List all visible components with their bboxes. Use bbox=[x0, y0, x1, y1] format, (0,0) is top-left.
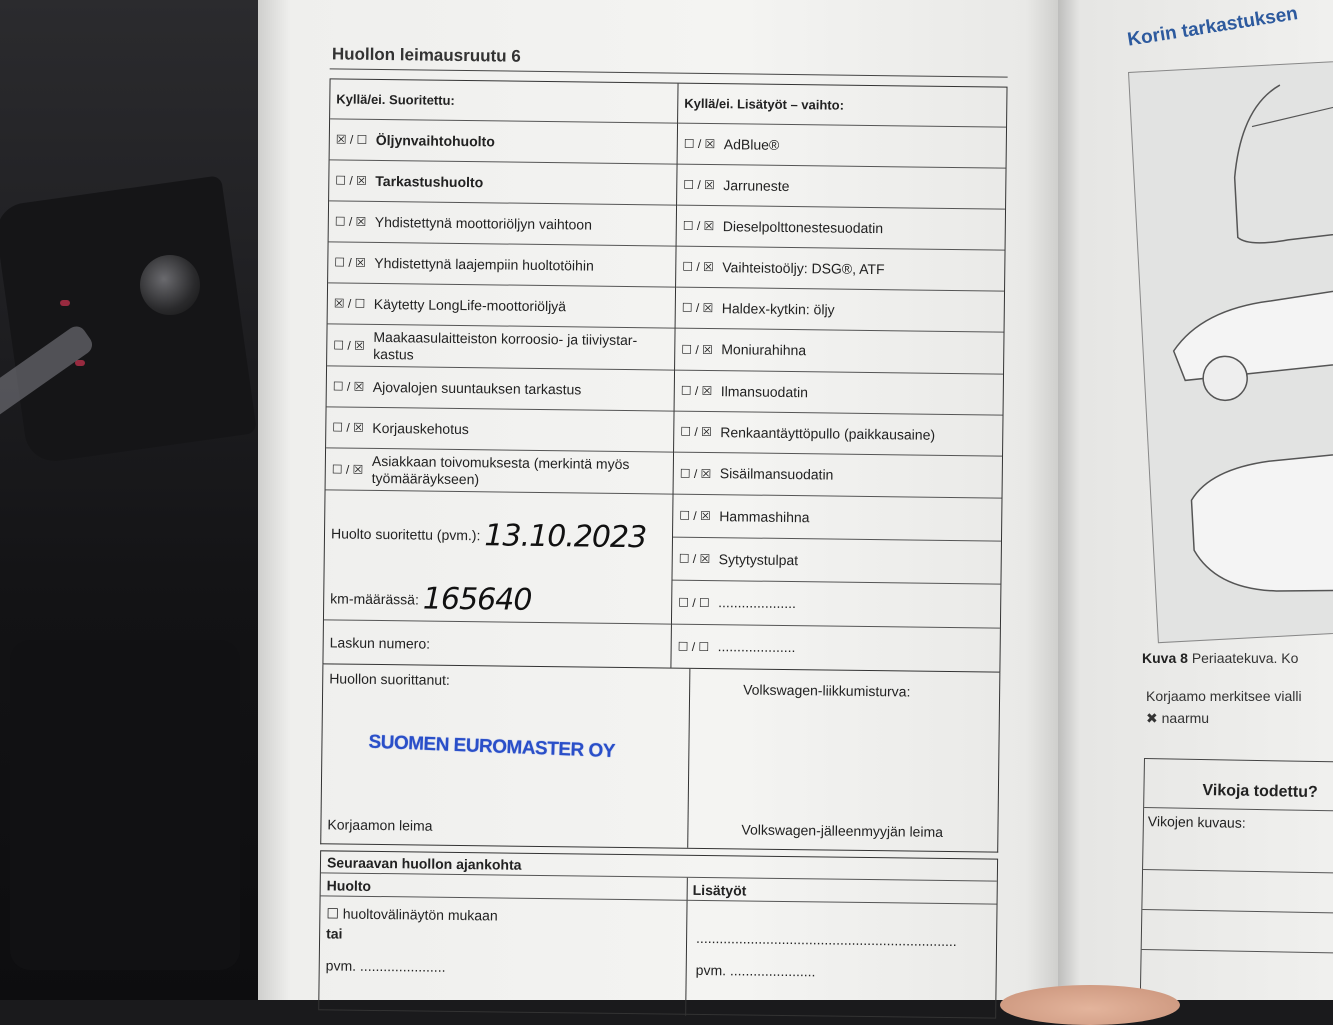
divider bbox=[1142, 909, 1333, 914]
header-performed: Kyllä/ei. Suoritettu: bbox=[330, 79, 677, 123]
yes-no-checkbox[interactable]: ☐ / ☒ bbox=[680, 424, 712, 440]
indicator-light bbox=[75, 360, 85, 366]
right-row bbox=[673, 495, 1002, 542]
left-row bbox=[326, 448, 673, 494]
column-divider bbox=[685, 878, 688, 1016]
right-row-label: Sytytystulpat bbox=[718, 550, 799, 568]
service-date-value[interactable]: 13.10.2023 bbox=[484, 517, 647, 555]
yes-no-checkbox[interactable]: ☐ / ☒ bbox=[683, 177, 715, 193]
yes-no-checkbox[interactable]: ☐ / ☒ bbox=[682, 259, 714, 275]
right-row-label: Moniurahihna bbox=[721, 341, 807, 359]
yes-no-checkbox[interactable]: ☐ / ☒ bbox=[679, 508, 711, 524]
stamp-section bbox=[320, 664, 1000, 852]
right-row bbox=[678, 124, 1006, 169]
mirror-adjust-knob bbox=[140, 255, 200, 315]
next-service-col-service: Huolto bbox=[326, 877, 372, 894]
divider bbox=[321, 895, 997, 904]
right-row-label: Hammashihna bbox=[719, 507, 810, 525]
yes-no-checkbox[interactable]: ☐ / ☒ bbox=[332, 379, 365, 394]
right-row-label: Renkaantäyttöpullo (paikkausaine) bbox=[720, 423, 936, 443]
divider bbox=[1142, 949, 1333, 954]
yes-no-checkbox[interactable]: ☐ / ☒ bbox=[681, 342, 713, 357]
divider bbox=[1144, 807, 1333, 812]
yes-no-checkbox[interactable]: ☐ / ☒ bbox=[335, 173, 367, 188]
left-row-label: Tarkastushuolto bbox=[375, 172, 484, 190]
yes-no-checkbox[interactable]: ☐ / ☒ bbox=[332, 420, 364, 435]
next-service-date-right[interactable]: pvm. ...................... bbox=[695, 961, 816, 980]
right-row-label: Ilmansuodatin bbox=[720, 382, 809, 400]
yes-no-checkbox[interactable]: ☐ / ☒ bbox=[681, 300, 714, 316]
left-row bbox=[328, 242, 675, 287]
figure-caption: Kuva 8 Periaatekuva. Ko bbox=[1142, 650, 1299, 666]
right-row-label: Haldex-kytkin: öljy bbox=[721, 299, 835, 318]
right-row bbox=[674, 412, 1002, 457]
next-service-section bbox=[318, 850, 998, 1018]
car-drawings bbox=[1129, 61, 1333, 642]
left-row bbox=[326, 407, 673, 452]
yes-no-checkbox[interactable]: ☐ / ☒ bbox=[334, 214, 367, 229]
left-row-label: Yhdistettynä laajempiin huoltotöihin bbox=[374, 254, 594, 274]
right-row-blank[interactable]: .................... bbox=[718, 594, 797, 612]
right-row bbox=[674, 453, 1002, 499]
defects-box bbox=[1140, 758, 1333, 1000]
yes-no-checkbox[interactable]: ☐ / ☐ bbox=[677, 639, 710, 654]
right-row bbox=[672, 581, 1001, 629]
right-row bbox=[675, 329, 1003, 375]
right-row-label: Vaihteistoöljy: DSG®, ATF bbox=[722, 258, 885, 277]
left-row-label: Ajovalojen suuntauksen tarkastus bbox=[372, 378, 582, 397]
yes-no-checkbox[interactable]: ☐ / ☒ bbox=[678, 551, 711, 567]
yes-no-checkbox[interactable]: ☐ / ☒ bbox=[331, 461, 364, 477]
workshop-stamp-label: Korjaamon leima bbox=[327, 816, 433, 834]
title-underline bbox=[330, 68, 1008, 77]
defects-description-label: Vikojen kuvaus: bbox=[1147, 813, 1246, 831]
damage-instructions-text: Korjaamo merkitsee vialli bbox=[1146, 688, 1302, 704]
yes-no-checkbox[interactable]: ☐ / ☒ bbox=[333, 337, 365, 353]
left-row bbox=[327, 366, 674, 411]
right-row-label: AdBlue® bbox=[723, 135, 780, 153]
left-row bbox=[329, 201, 676, 246]
invoice-row bbox=[323, 620, 670, 667]
right-row bbox=[677, 165, 1005, 210]
left-row-label: Öljynvaihtohuolto bbox=[375, 131, 495, 149]
left-row bbox=[329, 160, 676, 205]
km-label: km-määrässä: bbox=[330, 589, 420, 607]
workshop-stamp: SUOMEN EUROMASTER OY bbox=[368, 731, 616, 763]
defects-box-title: Vikoja todettu? bbox=[1202, 782, 1318, 802]
service-date-row bbox=[324, 490, 672, 580]
thumb bbox=[1000, 985, 1180, 1025]
car-dashboard-background bbox=[0, 0, 300, 1000]
service-checklist-table bbox=[322, 78, 1007, 672]
lower-door-panel bbox=[10, 640, 240, 970]
yes-no-checkbox[interactable]: ☐ / ☒ bbox=[334, 255, 366, 270]
left-row bbox=[328, 283, 675, 328]
yes-no-checkbox[interactable]: ☐ / ☐ bbox=[678, 595, 710, 610]
page-title: Huollon leimausruutu 6 bbox=[331, 44, 521, 66]
dealer-stamp-label: Volkswagen-jälleenmyyjän leima bbox=[741, 821, 944, 840]
left-row-label: Korjauskehotus bbox=[372, 419, 469, 437]
door-control-panel bbox=[0, 175, 257, 464]
yes-no-checkbox[interactable]: ☐ / ☒ bbox=[680, 383, 713, 399]
next-service-date-left[interactable]: pvm. ...................... bbox=[325, 957, 446, 975]
invoice-number-label: Laskun numero: bbox=[329, 633, 431, 652]
yes-no-checkbox[interactable]: ☐ / ☒ bbox=[682, 218, 715, 234]
right-row bbox=[676, 288, 1004, 333]
left-row bbox=[327, 324, 674, 370]
right-row-label: Sisäilmansuodatin bbox=[719, 465, 834, 483]
divider bbox=[1143, 869, 1333, 874]
next-service-col-extra: Lisätyöt bbox=[692, 881, 747, 899]
left-row-label: Asiakkaan toivomuksesta (merkintä myös työmääräykseen) bbox=[371, 452, 630, 487]
right-row bbox=[676, 247, 1004, 292]
service-date-label: Huolto suoritettu (pvm.): bbox=[330, 525, 481, 544]
mobility-guarantee-label: Volkswagen-liikkumisturva: bbox=[743, 681, 911, 700]
right-row-blank[interactable]: .................... bbox=[717, 638, 796, 656]
yes-no-checkbox[interactable]: ☐ / ☒ bbox=[683, 136, 716, 152]
km-row bbox=[324, 576, 672, 624]
service-stamp-form bbox=[288, 44, 1012, 1013]
yes-no-checkbox[interactable]: ☐ / ☒ bbox=[679, 466, 712, 481]
right-row-label: Jarruneste bbox=[723, 176, 790, 194]
left-row-label: Maakaasulaitteiston korroosio- ja tiiviystar-kastus bbox=[373, 328, 638, 362]
yes-no-checkbox[interactable]: ☒ / ☐ bbox=[333, 296, 366, 311]
car-outline-illustration bbox=[1128, 60, 1333, 643]
or-text: tai bbox=[326, 925, 343, 942]
right-row bbox=[671, 625, 1000, 672]
service-book-right-page bbox=[1058, 0, 1333, 1000]
yes-no-checkbox[interactable]: ☒ / ☐ bbox=[335, 132, 368, 147]
km-value[interactable]: 165640 bbox=[422, 581, 532, 618]
left-row bbox=[330, 119, 677, 164]
column-divider bbox=[687, 669, 690, 848]
right-row bbox=[675, 371, 1003, 416]
right-page-title: Korin tarkastuksen bbox=[1126, 3, 1300, 51]
indicator-light bbox=[60, 300, 70, 306]
header-extra-work: Kyllä/ei. Lisätyöt – vaihto: bbox=[678, 84, 1006, 128]
extra-work-line[interactable]: ................................................................... bbox=[696, 929, 957, 950]
service-interval-option[interactable]: ☐ huoltovälinäytön mukaan bbox=[326, 905, 498, 924]
right-row-label: Dieselpolttonestesuodatin bbox=[722, 217, 884, 236]
right-row bbox=[672, 538, 1001, 585]
left-row-label: Yhdistettynä moottoriöljyn vaihtoon bbox=[374, 213, 593, 233]
next-service-title: Seuraavan huollon ajankohta bbox=[321, 851, 997, 881]
right-row bbox=[677, 206, 1005, 251]
scratch-legend: ✖ naarmu bbox=[1146, 710, 1210, 726]
left-row-label: Käytetty LongLife-moottoriöljyä bbox=[373, 295, 567, 314]
performed-by-label: Huollon suorittanut: bbox=[329, 670, 450, 688]
